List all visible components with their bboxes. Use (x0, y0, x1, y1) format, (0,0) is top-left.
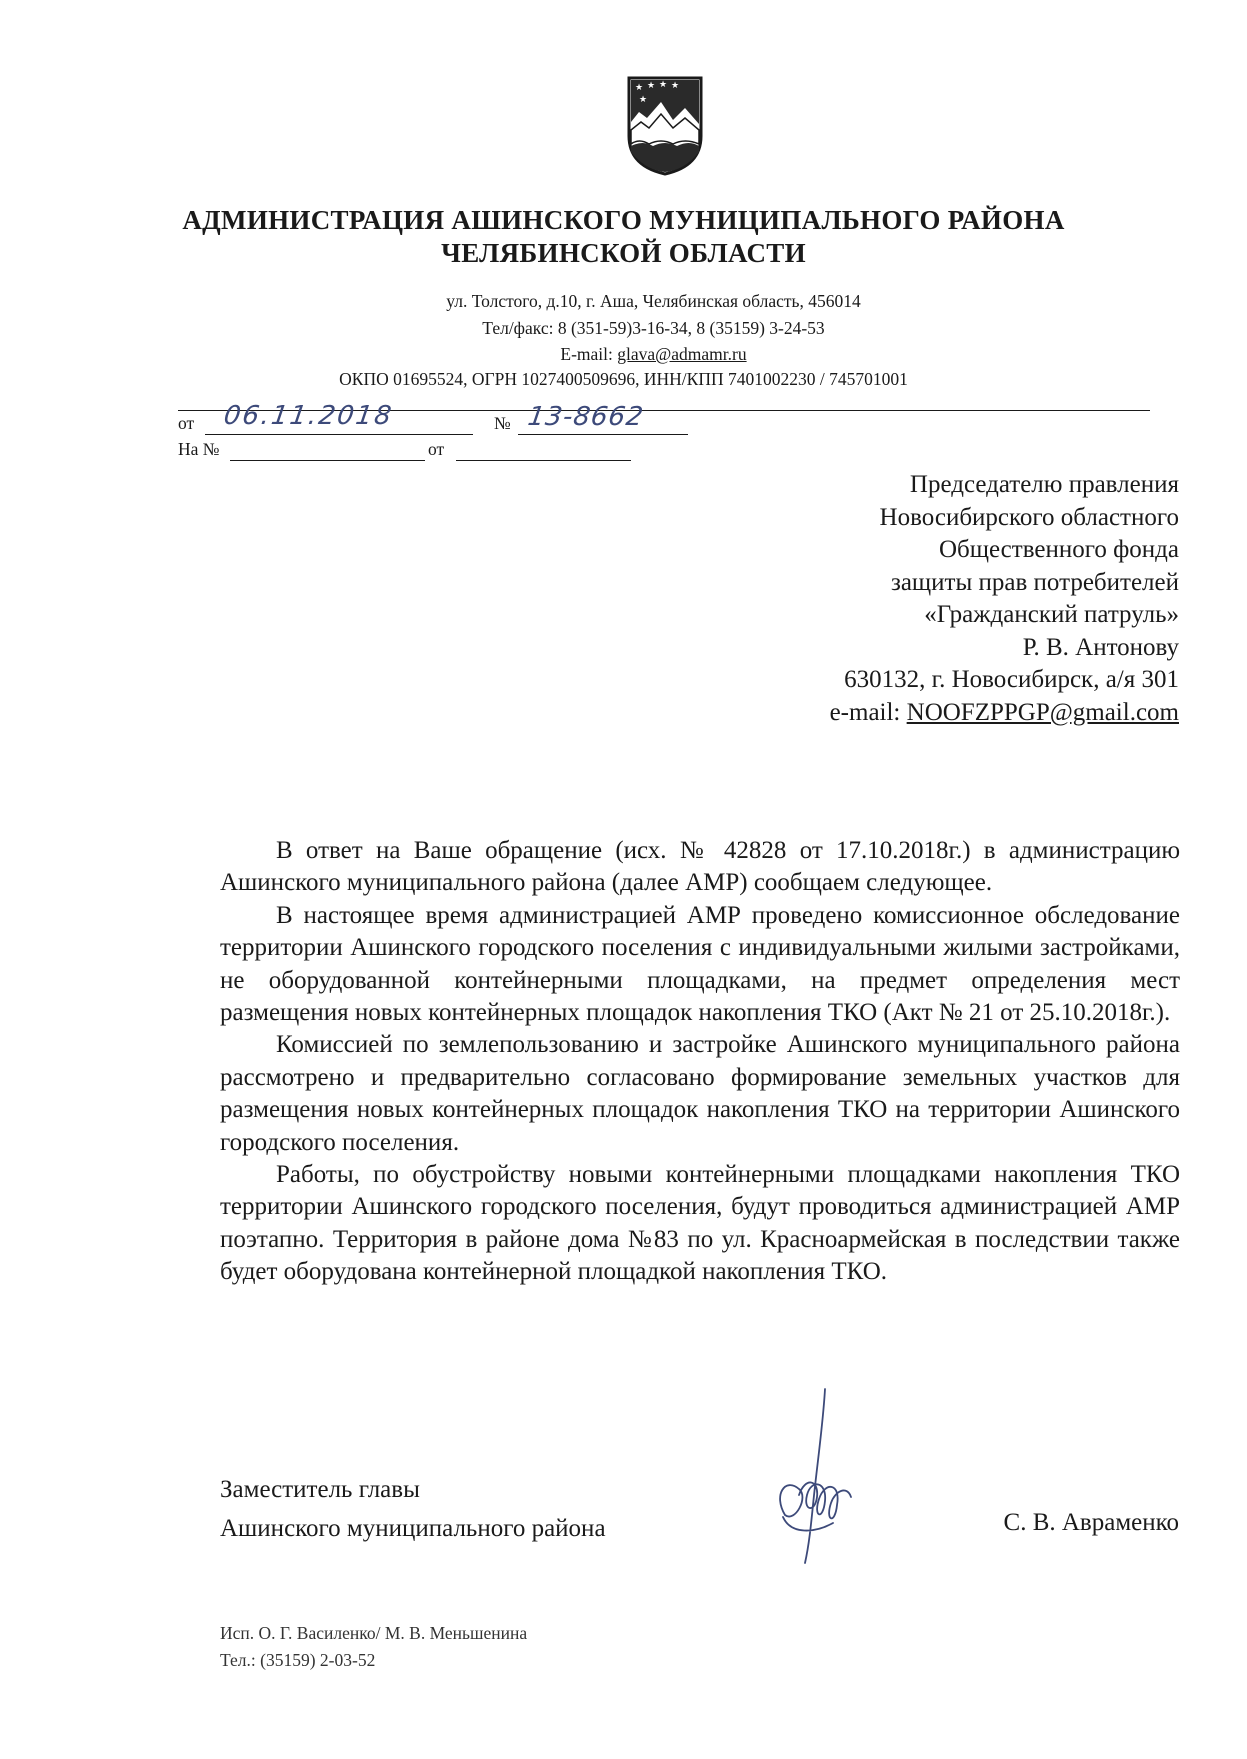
addressee-line: защиты прав потребителей (890, 568, 1179, 596)
signatory-title (220, 1470, 606, 1548)
body-paragraph: Работы, по обустройству новыми контейнерными площадками накопления ТКО территории Ашинского городского поселения, будут проводиться администрацией АМР поэтапно. Территория в районе дома №83 по ул. Красноармейская в последствии также будет оборудована контейнерной площадкой накопления ТКО. (220, 1161, 1180, 1286)
addressee-line: Новосибирского областного (879, 503, 1179, 531)
body-paragraph: В ответ на Ваше обращение (исх. № 42828 от 17.10.2018г.) в администрацию Ашинского муниципального района (далее АМР) сообщаем следующее. (220, 837, 1180, 897)
addressee-line: «Гражданский патруль» (924, 601, 1179, 628)
signatory-title-line2: Ашинского муниципального района (220, 1515, 606, 1542)
letter-body (220, 835, 1180, 1289)
org-name-line2: ЧЕЛЯБИНСКОЙ ОБЛАСТИ (441, 238, 806, 268)
reply-to-number-underline (230, 460, 425, 461)
org-name-line1: АДМИНИСТРАЦИЯ АШИНСКОГО МУНИЦИПАЛЬНОГО РАЙОНА (182, 205, 1065, 235)
addressee-line: Председателю правления (909, 471, 1179, 498)
reg-date-underline (205, 434, 473, 435)
handwritten-signature (755, 1385, 875, 1575)
reg-number-underline (518, 434, 688, 435)
addressee-email-label: e-mail: (829, 698, 907, 726)
reply-to-date-label: от (428, 439, 445, 459)
org-phone: Тел/факс: 8 (351-59)3-16-34, 8 (35159) 3-24-53 (482, 318, 825, 338)
signatory-title-line1: Заместитель главы (220, 1476, 420, 1503)
reg-number-label: № (494, 413, 511, 433)
executor-phone: Тел.: (35159) 2-03-52 (220, 1650, 376, 1670)
body-paragraph: В настоящее время администрацией АМР проведено комиссионное обследование территории Ашинского городского поселения с индивидуальными жилыми застройками, не оборудованной контейнерными площадками, на предмет определения мест размещения новых контейнерных площадок накопления ТКО (Акт № 21 от 25.10.2018г.). (220, 901, 1180, 1027)
addressee-email-line (830, 697, 1179, 730)
org-email-link[interactable]: glava@admamr.ru (617, 344, 747, 364)
signatory-name: С. В. Авраменко (1003, 1509, 1179, 1536)
org-email-line (30, 344, 1247, 365)
executor-names: Исп. О. Г. Василенко/ М. В. Меньшенина (220, 1623, 528, 1643)
addressee-line: Р. В. Антонову (1022, 633, 1179, 661)
reg-number-handwritten: 13-8662 (525, 402, 646, 432)
svg-text:★: ★ (639, 95, 648, 105)
reg-date-handwritten: 06.11.2018 (221, 401, 395, 431)
org-address: ул. Толстого, д.10, г. Аша, Челябинская область, 456014 (446, 291, 861, 311)
org-email-label: E-mail: (560, 344, 618, 364)
executor-info (220, 1620, 527, 1674)
org-codes: ОКПО 01695524, ОГРН 1027400509696, ИНН/КПП 7401002230 / 745701001 (339, 369, 908, 389)
svg-text:★: ★ (659, 80, 668, 90)
svg-text:★: ★ (671, 81, 680, 91)
svg-text:★: ★ (647, 81, 656, 91)
addressee-line: 630132, г. Новосибирск, а/я 301 (844, 666, 1179, 693)
reply-to-date-underline (456, 460, 631, 461)
reply-to-number-label: На № (178, 439, 220, 459)
body-paragraph: Комиссией по землепользованию и застройке Ашинского муниципального района рассмотрено и предварительно согласовано формирование земельных участков для размещения новых контейнерных площадок накопления ТКО на территории Ашинского городского поселения. (220, 1031, 1180, 1156)
addressee-block (830, 469, 1179, 729)
svg-text:★: ★ (635, 83, 644, 93)
reg-date-label: от (178, 413, 195, 433)
addressee-email-link[interactable]: NOOFZPPGP@gmail.com (906, 698, 1179, 726)
addressee-line: Общественного фонда (938, 536, 1179, 563)
coat-of-arms-icon (625, 74, 705, 178)
